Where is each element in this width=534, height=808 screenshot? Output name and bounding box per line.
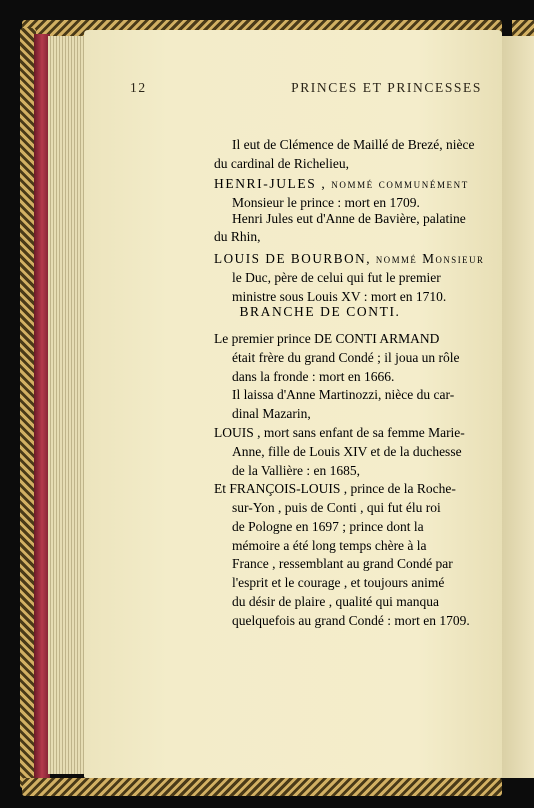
page-number: 12 [130,80,147,95]
text-line: Henri Jules eut d'Anne de Bavière, palatine [232,211,466,226]
text-line: de la Vallière : en 1685, [232,463,360,478]
text-line: LOUIS DE BOURBON, nommé Monsieur [214,251,485,266]
text-line: Anne, fille de Louis XIV et de la duchesse [232,444,462,459]
text-line: HENRI-JULES , nommé communément [214,176,469,191]
text-line: le Duc, père de celui qui fut le premier [232,270,441,285]
text-line: était frère du grand Condé ; il joua un rôle [232,350,460,365]
text-line: LOUIS , mort sans enfant de sa femme Marie- [214,425,465,440]
facing-page-edge [500,36,534,778]
text-line: Il eut de Clémence de Maillé de Brezé, nièce [232,137,475,152]
text-line: Il laissa d'Anne Martinozzi, nièce du car- [232,387,455,402]
text-line: de Pologne en 1697 ; prince dont la [232,519,424,534]
running-title: PRINCES ET PRINCESSES [291,80,482,95]
text-line: ministre sous Louis XV : mort en 1710. [232,289,447,304]
text-line: sur-Yon , puis de Conti , qui fut élu roi [232,500,441,515]
gilt-edge-bottom [22,778,502,796]
section-heading: BRANCHE DE CONTI. [239,304,401,319]
stacked-leaves [48,36,88,774]
text-line: du désir de plaire , qualité qui manqua [232,594,439,609]
text-line: du Rhin, [214,229,261,244]
text-line: du cardinal de Richelieu, [214,156,349,171]
text-line: quelquefois au grand Condé : mort en 1709. [232,613,470,628]
text-line: Monsieur le prince : mort en 1709. [232,195,420,210]
running-header [130,80,482,96]
text-line: Et FRANÇOIS-LOUIS , prince de la Roche- [214,481,456,496]
text-line: dinal Mazarin, [232,406,311,421]
text-line: mémoire a été long temps chère à la [232,538,427,553]
text-line: France , ressemblant au grand Condé par [232,556,453,571]
text-line: dans la fronde : mort en 1666. [232,369,395,384]
text-line: l'esprit et le courage , et toujours animé [232,575,445,590]
text-line: Le premier prince DE CONTI ARMAND [214,331,440,346]
